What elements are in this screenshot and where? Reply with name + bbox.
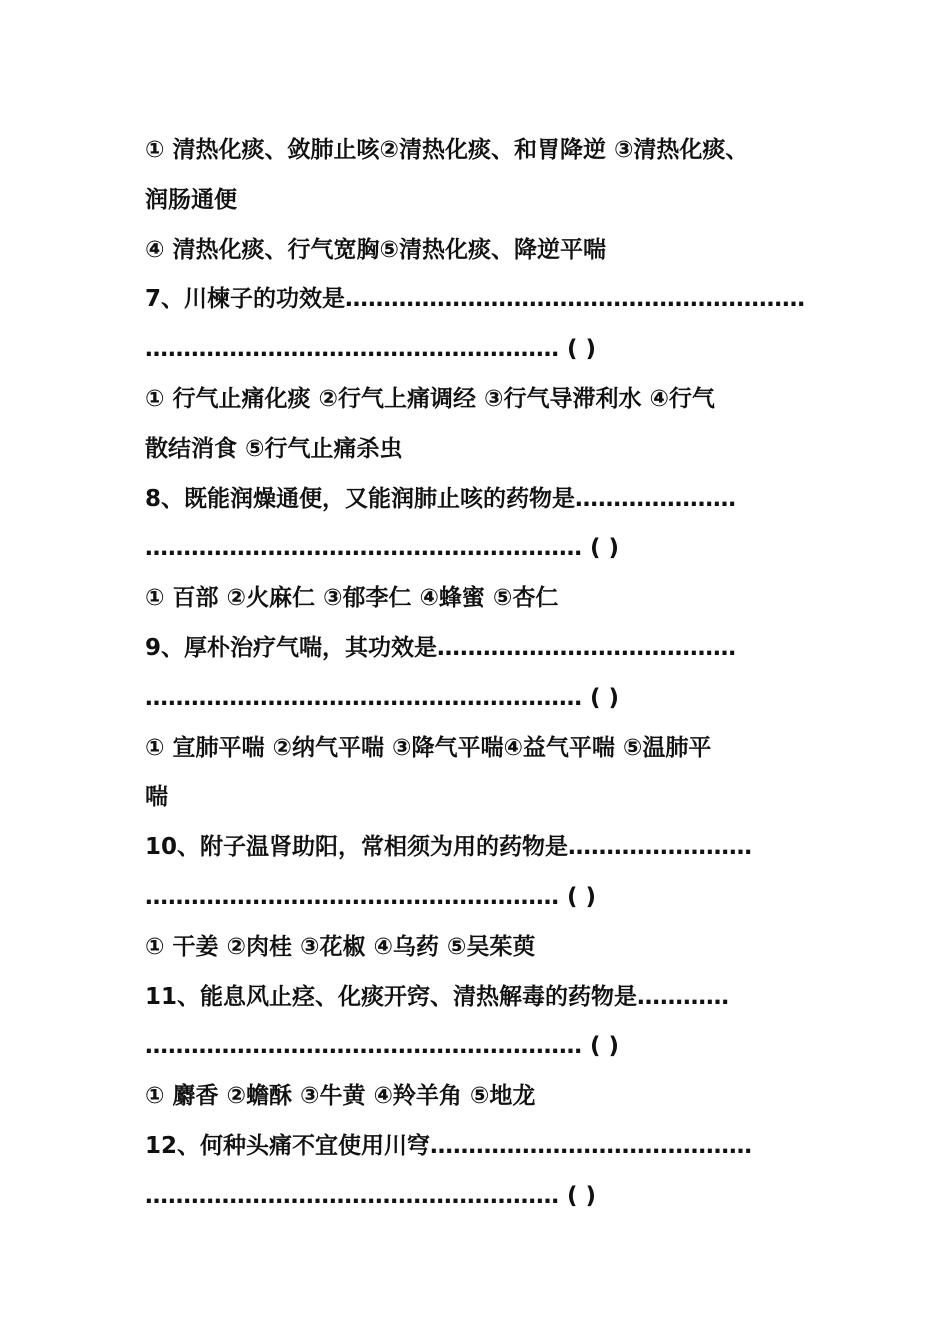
question-8-answer-blank: ………………………………………………… ( ) [145, 535, 620, 562]
document-page [145, 126, 825, 1222]
options-q7-line-1: ① 行气止痛化痰 ②行气上痛调经 ③行气导滞利水 ④行气 [145, 385, 715, 412]
question-11-stem: 11、能息风止痉、化痰开窍、清热解毒的药物是………… [145, 983, 730, 1010]
options-q9-line-2: 喘 [145, 784, 168, 811]
options-q7-line-2: 散结消食 ⑤行气止痛杀虫 [145, 435, 403, 462]
options-q6-line-2: 润肠通便 [145, 186, 237, 213]
options-q10: ① 干姜 ②肉桂 ③花椒 ④乌药 ⑤吴茱萸 [145, 933, 536, 960]
question-9-answer-blank: ………………………………………………… ( ) [145, 684, 620, 711]
options-q9-line-1: ① 宣肺平喘 ②纳气平喘 ③降气平喘④益气平喘 ⑤温肺平 [145, 734, 712, 761]
question-12-stem: 12、何种头痛不宜使用川穹…………………………………… [145, 1132, 753, 1159]
question-7-stem: 7、川楝子的功效是…………………………………………………… [145, 286, 806, 313]
question-9-stem: 9、厚朴治疗气喘，其功效是………………………………… [145, 634, 737, 661]
question-7-answer-blank: ……………………………………………… ( ) [145, 336, 597, 363]
question-11-answer-blank: ………………………………………………… ( ) [145, 1033, 620, 1060]
options-q6-line-3: ④ 清热化痰、行气宽胸⑤清热化痰、降逆平喘 [145, 236, 606, 263]
question-8-stem: 8、既能润燥通便，又能润肺止咳的药物是………………… [145, 485, 737, 512]
options-q11: ① 麝香 ②蟾酥 ③牛黄 ④羚羊角 ⑤地龙 [145, 1083, 536, 1110]
options-q8: ① 百部 ②火麻仁 ③郁李仁 ④蜂蜜 ⑤杏仁 [145, 585, 559, 612]
question-10-stem: 10、附子温肾助阳，常相须为用的药物是…………………… [145, 834, 753, 861]
options-q6-line-1: ① 清热化痰、敛肺止咳②清热化痰、和胃降逆 ③清热化痰、 [145, 137, 749, 163]
question-12-answer-blank: ……………………………………………… ( ) [145, 1182, 597, 1209]
question-10-answer-blank: ……………………………………………… ( ) [145, 883, 597, 910]
